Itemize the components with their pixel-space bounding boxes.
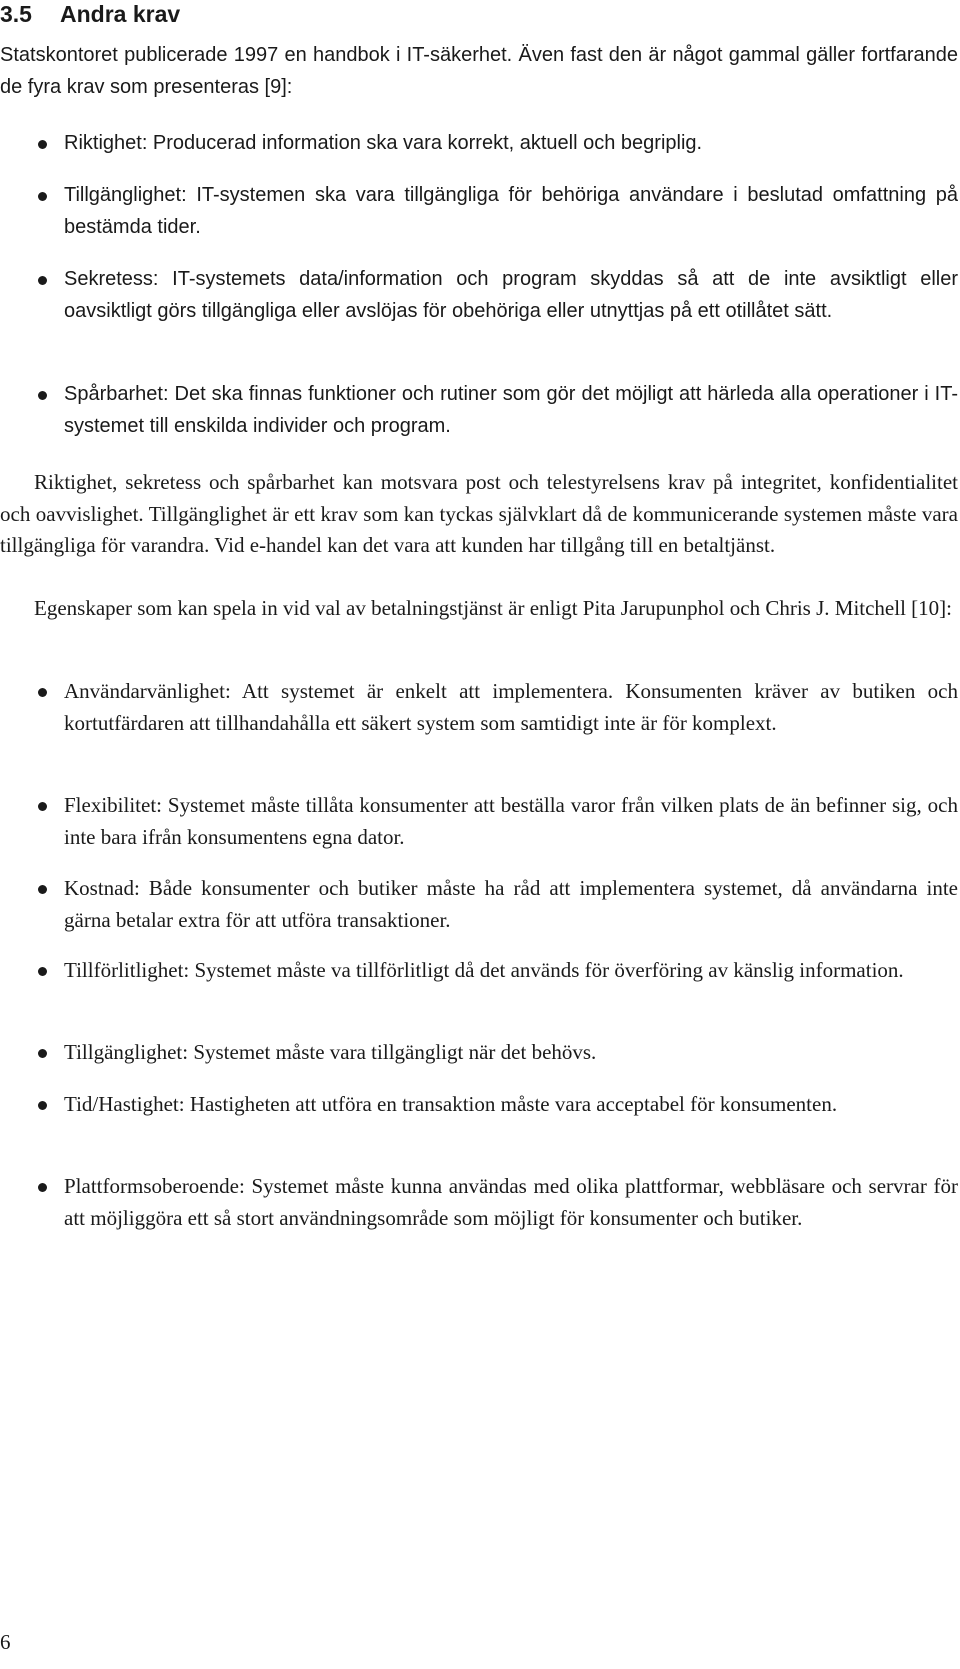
list-item-text: Användarvänlighet: Att systemet är enkelt att implementera. Konsumenten kräver av butiken och kortutfärdaren att tillhandahålla ett säkert system som samtidigt inte är för komplext. [64, 679, 958, 735]
bullet-icon [38, 1101, 47, 1110]
bullet-icon [38, 1183, 47, 1192]
intro-paragraph: Statskontoret publicerade 1997 en handbok i IT-säkerhet. Även fast den är något gammal gäller fortfarande de fyra krav som presenteras [9]: [0, 44, 958, 98]
list-item-text: Sekretess: IT-systemets data/information och program skyddas så att de inte avsiktligt eller oavsiktligt görs tillgängliga eller avslöjas för obehöriga eller utnyttjas på ett otillåtet sätt. [64, 268, 958, 322]
section-title: Andra krav [60, 1, 181, 27]
bullet-icon [38, 140, 47, 149]
list-item-text: Riktighet: Producerad information ska vara korrekt, aktuell och begriplig. [64, 132, 703, 154]
bullet-icon [38, 688, 47, 697]
bullet-icon [38, 391, 47, 400]
list-item-text: Plattformsoberoende: Systemet måste kunna användas med olika plattformar, webbläsare och servrar för att möjliggöra ett så stort användningsområde som möjligt för konsumenter och butiker. [64, 1174, 958, 1230]
list-item-text: Tid/Hastighet: Hastigheten att utföra en transaktion måste vara acceptabel för konsumenten. [64, 1092, 838, 1116]
list-item-text: Spårbarhet: Det ska finnas funktioner och rutiner som gör det möjligt att härleda alla operationer i IT-systemet till enskilda individer och program. [64, 383, 958, 437]
list-item-text: Flexibilitet: Systemet måste tillåta konsumenter att beställa varor från vilken plats de än befinner sig, och inte bara ifrån konsumentens egna dator. [64, 793, 958, 849]
bullet-icon [38, 276, 47, 285]
list-item-text: Tillförlitlighet: Systemet måste va tillförlitligt då det används för överföring av känslig information. [64, 958, 904, 982]
section-number: 3.5 [0, 1, 32, 27]
page-number: 6 [0, 1630, 11, 1654]
bullet-icon [38, 1049, 47, 1058]
body-paragraph: Egenskaper som kan spela in vid val av betalningstjänst är enligt Pita Jarupunphol och Chris J. Mitchell [10]: [34, 596, 952, 620]
bullet-icon [38, 192, 47, 201]
bullet-icon [38, 802, 47, 811]
bullet-icon [38, 967, 47, 976]
list-item-text: Tillgänglighet: IT-systemen ska vara tillgängliga för behöriga användare i beslutad omfattning på bestämda tider. [64, 184, 958, 238]
body-paragraph: Riktighet, sekretess och spårbarhet kan motsvara post och telestyrelsens krav på integritet, konfidentialitet och oavvislighet. Tillgänglighet är ett krav som kan tyckas självklart då de kommunicerande systemen måste vara tillgängliga för varandra. Vid e-handel kan det vara att kunden har tillgång till en betaltjänst. [0, 470, 958, 557]
list-item-text: Tillgänglighet: Systemet måste vara tillgängligt när det behövs. [64, 1040, 597, 1064]
list-item-text: Kostnad: Både konsumenter och butiker måste ha råd att implementera systemet, då användarna inte gärna betalar extra för att utföra transaktioner. [64, 876, 958, 932]
bullet-icon [38, 885, 47, 894]
section-heading [0, 0, 180, 28]
